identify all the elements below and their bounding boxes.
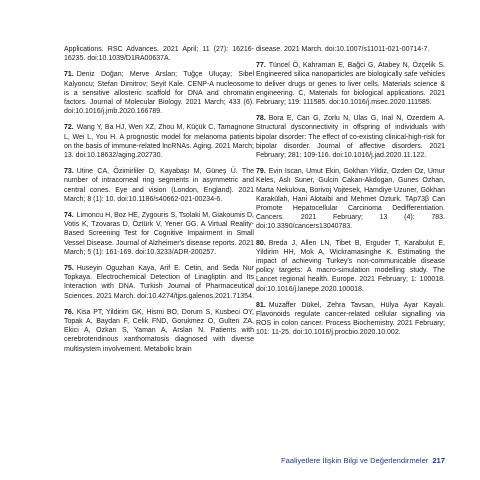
reference-79: [256, 167, 445, 231]
page-number: 217: [432, 456, 445, 465]
reference-text: Evin Iscan, Umut Ekin, Gokhan Yildiz, Ozden Oz, Umur Keles, Aslı Suner, Gulcin Cakan-Akdogan, Gunes Ozhan, Marta Nekulova, Borivoj Vojtesek, Hamdiye Uzuner, Gökhan Karakülah, Hani Alotaibi and Mehmet Ozturk. TAp73β Can Promote Hepatocellular Carcinoma Dedifferentiation. Cancers. 2021 February; 13 (4): 783. doi:10.3390/cancers13040783.: [256, 168, 445, 231]
footer-title: Faaliyetlere İlişkin Bilgi ve Değerlendirmeler: [281, 456, 429, 465]
reference-text: Deniz Doğan; Merve Arslan; Tuğçe Uluçay; Sibel Kalyoncu; Stefan Dimitrov; Seyit Kale. CENP-A nucleosome is a sensitive allosteric scaffold for DNA and chromatin factors. Journal of Molecular Biology. 2021 March; 433 (6). doi:10.1016/j.jmb.2020.166789.: [64, 71, 254, 116]
reference-number: 75.: [64, 265, 74, 273]
reference-81: [256, 301, 445, 338]
reference-text: Kisa PT, Yildirim GK, Hismi BO, Dorum S, Kusbeci OY, Topak A, Baydan F, Celik FND, Gorukmez O, Gulten ZA, Ekici A, Ozkan S, Yaman A, Arslan N. Patients with cerebrotendinous xanthomatosis diagnosed with diverse multisystem involvement. Metabolic brain: [64, 308, 254, 353]
reference-text: Limoncu H, Boz HE, Zygouris S, Tsolaki M, Giakoumis D, Votis K, Tzovaras D, Öztürk V, Yener GG. A Virtual Reality-Based Screening Test for Cognitive Impairment in Small Vessel Disease. Journal of Alzheimer's disease reports. 2021 March; 5 (1): 161-169. doi:10.3233/ADR-200257.: [64, 212, 254, 256]
reference-number: 73.: [64, 168, 74, 176]
reference-text: Breda J, Allen LN, Tibet B, Erguder T, Karabulut E, Yildirim HH, Mok A, Wickramasinghe K. Estimating the impact of achieving Turkey's non-communicable disease policy targets: A macro-simulation modelling study. The Lancet regional health. Europe. 2021 February; 1: 100018. doi:10.1016/j.lanepe.2020.100018.: [256, 239, 445, 293]
reference-78: [256, 114, 445, 160]
reference-number: 71.: [64, 71, 74, 79]
reference-text: Wang Y, Ba HJ, Wen XZ, Zhou M, Küçük C, Tamagnone L, Wei L, You H. A prognostic model for melanoma patients on the basis of immune-related lncRNAs. Aging. 2021 March; 13. doi:10.18632/aging.202730.: [64, 124, 254, 160]
reference-76: [64, 308, 254, 354]
reference-text: Huseyin Oguzhan Kaya, Arif E. Cetin, and Seda Nur Topkaya. Electrochemical Detection of Linagliptin and Its Interaction with DNA. Turkish Journal of Pharmaceutical Sciences. 2021 March. doi:10.4274/tjps.galenos.2021.71354.: [64, 265, 254, 300]
page-footer: [281, 456, 445, 465]
reference-text: Muzaffer Dükel, Zehra Tavsan, Hülya Ayar Kayalı. Flavonoids regulate cancer-related cellular signalling via ROS in colon cancer. Process Biochemistry. 2021 February; 101: 11-25. doi:10.1016/j.procbio.2020.10.002.: [256, 301, 445, 337]
reference-74: [64, 211, 254, 257]
reference-text: Bora E, Can G, Zorlu N, Ulas G, Inal N, Ozerdem A. Structural dysconnectivity in offspring of individuals with bipolar disorder: The effect of co-existing clinical-high-risk for bipolar disorder. Journal of affective disorders. 2021 February; 281: 109-116. doi:10.1016/j.jad.2020.11.122.: [256, 115, 445, 160]
reference-continuation: disease. 2021 March. doi:10.1007/s11011-021-00714-7.: [256, 46, 430, 53]
reference-number: 74.: [64, 212, 74, 220]
reference-number: 77.: [256, 62, 266, 70]
reference-number: 78.: [256, 115, 266, 123]
reference-73: [64, 167, 254, 204]
reference-text: Utine CA, Özimirliler D, Kayabaşı M, Güneş Ü. The number of intracorneal ring segments in asymmetric and central cones. Eye and vision (London, England). 2021 March; 8 (1): 10. doi:10.1186/s40662-021-00234-6.: [64, 168, 254, 203]
reference-number: 72.: [64, 124, 74, 132]
right-column: [256, 45, 445, 345]
reference-continuation: Applications. RSC Advances. 2021 April; 11 (27): 16216-16235. doi:10.1039/D1RA00637A.: [64, 46, 254, 63]
reference-number: 81.: [256, 301, 266, 309]
reference-72: [64, 123, 254, 160]
reference-75: [64, 264, 254, 301]
reference-text: Tüncel Ö, Kahraman E, Bağci G, Atabey N, Özçelik S. Engineered silica nanoparticles are biologically safe vehicles to deliver drugs or genes to liver cells. Materials science & engineering. C, Materials for biological applications. 2021 February; 119: 111585. doi:10.1016/j.msec.2020.111585.: [256, 62, 445, 107]
reference-number: 79.: [256, 168, 266, 176]
reference-71: [64, 70, 254, 116]
reference-77: [256, 61, 445, 107]
reference-number: 80.: [256, 239, 266, 247]
reference-number: 76.: [64, 308, 74, 316]
left-column: [64, 45, 254, 361]
reference-80: [256, 239, 445, 294]
